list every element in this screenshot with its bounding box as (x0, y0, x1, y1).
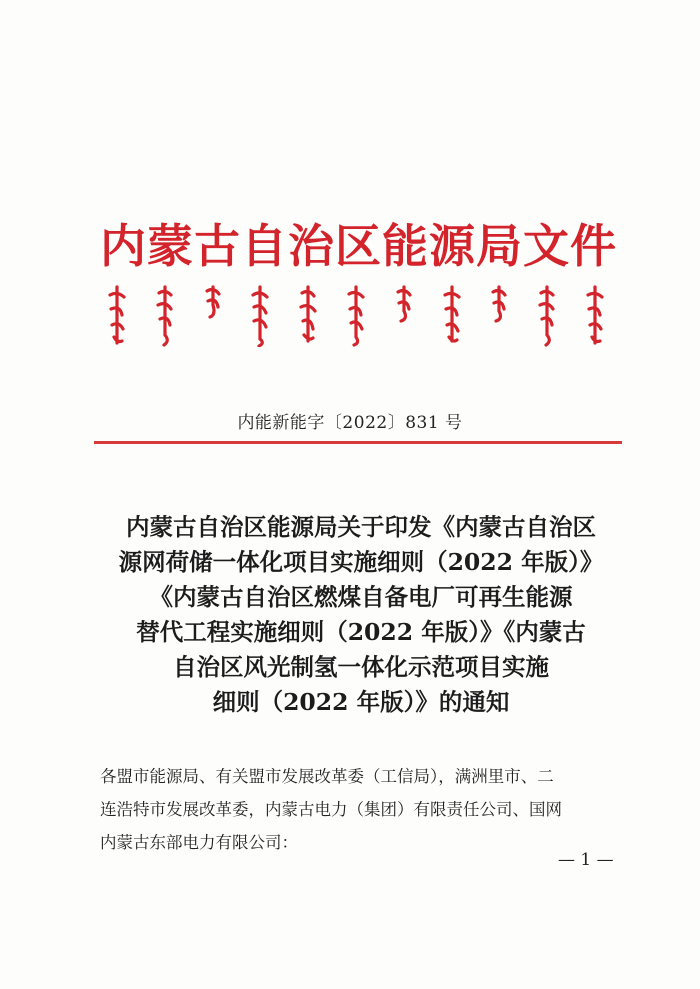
title-line: 自治区风光制氢一体化示范项目实施 (173, 653, 549, 681)
mongolian-glyph (297, 285, 319, 347)
mongolian-glyph (536, 285, 558, 347)
page-number: — 1 — (558, 850, 614, 870)
title-line: 细则（2022 年版）》的通知 (212, 688, 510, 716)
mongolian-script-subtitle (106, 285, 606, 347)
mongolian-glyph (393, 285, 415, 329)
title-line: 内蒙古自治区能源局关于印发《内蒙古自治区 (126, 513, 596, 541)
masthead-title: 内蒙古自治区能源局文件 (100, 219, 617, 273)
addressee-line: 连浩特市发展改革委，内蒙古电力（集团）有限责任公司、国网 (100, 800, 562, 819)
red-divider-line (94, 441, 622, 444)
mongolian-glyph (345, 285, 367, 347)
title-line: 替代工程实施细则（2022 年版）》《内蒙古 (136, 618, 586, 646)
mongolian-glyph (488, 285, 510, 329)
mongolian-glyph (154, 285, 176, 347)
mongolian-glyph (441, 285, 463, 347)
title-line: 《内蒙古自治区燃煤自备电厂可再生能源 (149, 583, 573, 611)
title-line: 源网荷储一体化项目实施细则（2022 年版）》 (118, 548, 604, 576)
mongolian-glyph (249, 285, 271, 347)
addressee-paragraph (100, 760, 630, 859)
document-number: 内能新能字〔2022〕831 号 (237, 413, 463, 433)
addressee-line: 内蒙古东部电力有限公司： (100, 833, 298, 852)
document-title (96, 510, 626, 720)
addressee-line: 各盟市能源局、有关盟市发展改革委（工信局），满洲里市、二 (100, 767, 554, 786)
mongolian-glyph (202, 285, 224, 325)
mongolian-glyph (106, 285, 128, 347)
mongolian-glyph (584, 285, 606, 347)
